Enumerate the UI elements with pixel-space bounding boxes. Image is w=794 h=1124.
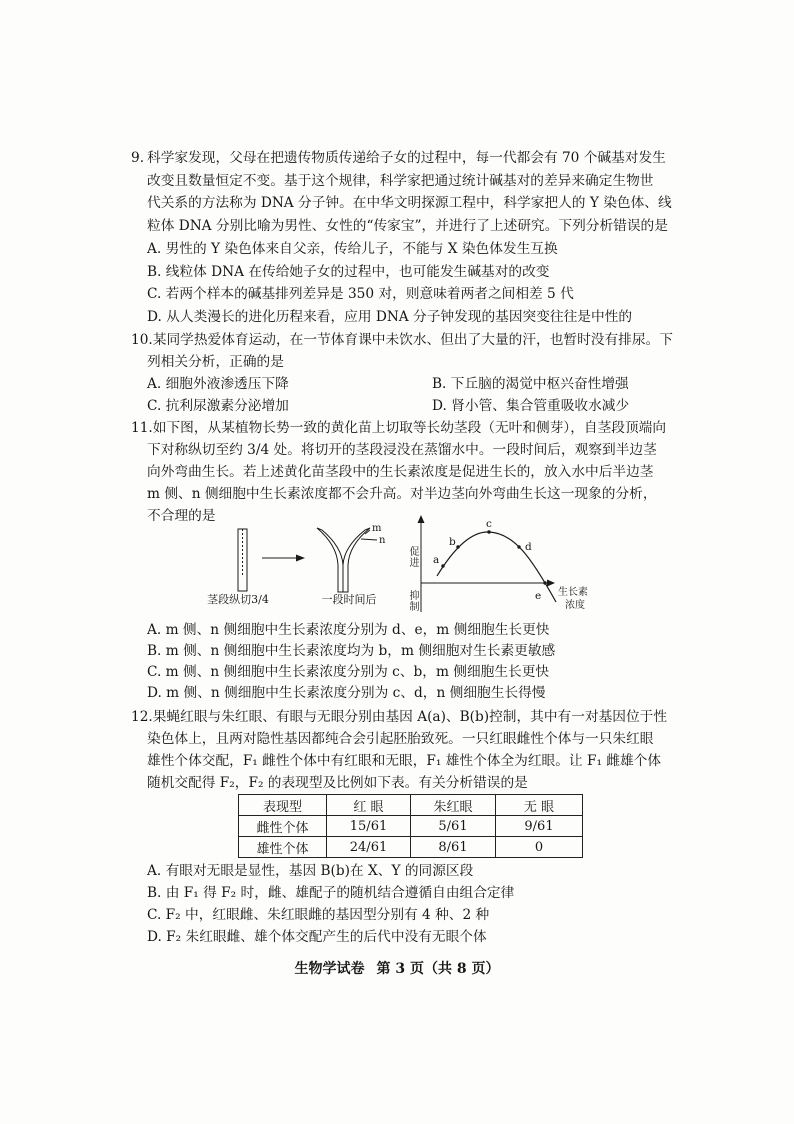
table-cell: 9/61: [496, 816, 583, 837]
option-d: D. 从人类漫长的进化历程来看，应用 DNA 分子钟发现的基因突变往往是中性的: [147, 308, 633, 325]
stem-line: 列相关分析，正确的是: [147, 354, 284, 370]
label-m: m: [372, 523, 382, 534]
question-number: 9.: [131, 150, 145, 166]
table-row: [239, 837, 583, 858]
stem-cut-caption: 茎段纵切3/4: [207, 593, 269, 606]
option-a: A. 有眼对无眼是显性，基因 B(b)在 X、Y 的同源区段: [147, 863, 474, 879]
question-number: 12.: [131, 709, 153, 725]
stem-text: 果蝇红眼与朱红眼、有眼与无眼分别由基因 A(a)、B(b)控制，其中有一对基因位于性: [152, 709, 668, 725]
table-row: [239, 816, 583, 837]
stem-line: 不合理的是: [147, 508, 216, 524]
after-time-caption: 一段时间后: [321, 593, 377, 606]
point-d-marker: [517, 545, 520, 548]
point-e-marker: [543, 581, 546, 584]
option-a: A. 男性的 Y 染色体来自父亲，传给儿子，不能与 X 染色体发生互换: [147, 240, 558, 257]
stem-text: 如下图，从某植物长势一致的黄化苗上切取等长幼茎段（无叶和侧芽），自茎段顶端向: [152, 420, 667, 436]
table-cell: 8/61: [411, 837, 496, 858]
footer-page-number: 第 3 页（共 8 页）: [376, 961, 500, 977]
stem-line: 粒体 DNA 分别比喻为男性、女性的“传家宝”，并进行了上述研究。下列分析错误的是: [147, 218, 668, 235]
y-axis-arrow-icon: [418, 515, 425, 523]
stem-line: [131, 417, 751, 439]
option-c: C. m 侧、n 侧细胞中生长素浓度分别为 c、b，m 侧细胞生长更快: [147, 664, 550, 680]
question-number: 10.: [131, 332, 153, 348]
option-c: C. F₂ 中，红眼雌、朱红眼雌的基因型分别有 4 种、2 种: [147, 907, 490, 923]
arrow-head-icon: [296, 555, 305, 562]
question-11-stem: [131, 417, 751, 527]
table-cell: 雄性个体: [239, 837, 327, 858]
point-a-marker: [441, 564, 444, 567]
table-cell: 0: [496, 837, 583, 858]
x-axis-label-line-2: 浓度: [565, 600, 585, 611]
table-header-row: [239, 795, 583, 816]
option-a: A. 细胞外液渗透压下降: [147, 376, 289, 392]
table-header-cell: 表现型: [239, 795, 327, 816]
table-cell: 雌性个体: [239, 816, 327, 837]
option-b: B. 线粒体 DNA 在传给她子女的过程中，也可能发生碱基对的改变: [147, 263, 550, 280]
n-leader-line: [361, 539, 377, 540]
stem-line: 改变且数量恒定不变。基于这个规律，科学家把通过统计碱基对的差异来确定生物世: [147, 172, 654, 189]
option-d: D. F₂ 朱红眼雌、雄个体交配产生的后代中没有无眼个体: [147, 929, 487, 945]
stem-line: 随机交配得 F₂，F₂ 的表现型及比例如下表。有关分析错误的是: [147, 775, 528, 791]
stem-line: 雄性个体交配，F₁ 雌性个体中有红眼和无眼，F₁ 雄性个体全为红眼。让 F₁ 雌雄个体: [147, 753, 662, 769]
point-c-label: c: [486, 518, 492, 530]
label-n: n: [379, 535, 386, 546]
table-header-cell: 无 眼: [496, 795, 583, 816]
footer-subject: 生物学试卷: [294, 961, 365, 977]
stem-line: 代关系的方法称为 DNA 分子钟。在中华文明探源工程中，科学家把人的 Y 染色体、线: [147, 195, 672, 212]
stem-line: m 侧、n 侧细胞中生长素浓度都不会升高。对半边茎向外弯曲生长这一现象的分析，: [147, 486, 657, 502]
point-e-label: e: [535, 590, 542, 602]
point-a-label: a: [433, 554, 440, 566]
option-row: [131, 373, 751, 395]
page-footer: [0, 958, 794, 980]
stem-text: 科学家发现，父母在把遗传物质传递给子女的过程中，每一代都会有 70 个碱基对发生: [147, 150, 666, 166]
option-d: D. m 侧、n 侧细胞中生长素浓度分别为 c、d，n 侧细胞生长得慢: [147, 685, 546, 701]
stem-line: 向外弯曲生长。若上述黄化苗茎段中的生长素浓度是促进生长的，放入水中后半边茎: [147, 464, 654, 480]
y-axis-promote-label: 促进: [407, 546, 418, 568]
x-axis-arrow-icon: [547, 580, 555, 587]
x-axis-label-line-1: 生长素: [558, 587, 588, 598]
table-header-cell: 朱红眼: [411, 795, 496, 816]
question-11-options: [131, 620, 751, 704]
table-cell: 15/61: [327, 816, 411, 837]
option-b: B. 由 F₁ 得 F₂ 时，雌、雄配子的随机结合遵循自由组合定律: [147, 885, 515, 901]
table-cell: 5/61: [411, 816, 496, 837]
option-row: [131, 395, 751, 417]
stem-text: 某同学热爱体育运动，在一节体育课中未饮水、但出了大量的汗，也暂时没有排尿。下: [152, 332, 673, 348]
table-cell: 24/61: [327, 837, 411, 858]
stem-auxin-figure: [131, 512, 611, 620]
y-axis-inhibit-label: 抑制: [407, 590, 418, 612]
table-header-cell: 红 眼: [327, 795, 411, 816]
question-number: 11.: [131, 420, 153, 436]
point-b-marker: [456, 545, 459, 548]
point-d-label: d: [525, 541, 532, 553]
question-9-body: [131, 147, 751, 329]
left-half-stem: [317, 528, 343, 592]
question-12-stem: [131, 706, 751, 794]
option-c: C. 抗利尿激素分泌增加: [147, 398, 289, 414]
stem-line: [131, 706, 751, 728]
option-c: C. 若两个样本的碱基排列差异是 350 对，则意味着两者之间相差 5 代: [147, 286, 574, 303]
question-10-body: [131, 329, 751, 417]
stem-line: 下对称纵切至约 3/4 处。将切开的茎段浸没在蒸馏水中。一段时间后，观察到半边茎: [147, 442, 657, 458]
option-d: D. 肾小管、集合管重吸收水减少: [432, 398, 630, 414]
option-b: B. 下丘脑的渴觉中枢兴奋性增强: [432, 376, 629, 392]
point-c-marker: [487, 530, 490, 533]
question-12-options: [131, 860, 751, 948]
option-a: A. m 侧、n 侧细胞中生长素浓度分别为 d、e，m 侧细胞生长更快: [147, 622, 550, 638]
stem-line: 染色体上，且两对隐性基因都纯合会引起胚胎致死。一只红眼雌性个体与一只朱红眼: [147, 731, 654, 747]
option-b: B. m 侧、n 侧细胞中生长素浓度均为 b，m 侧细胞对生长素更敏感: [147, 643, 556, 659]
stem-line: [131, 329, 751, 351]
phenotype-table: [238, 794, 583, 858]
right-half-stem: [343, 528, 370, 592]
point-b-label: b: [449, 536, 456, 548]
stem-line: [131, 147, 751, 170]
